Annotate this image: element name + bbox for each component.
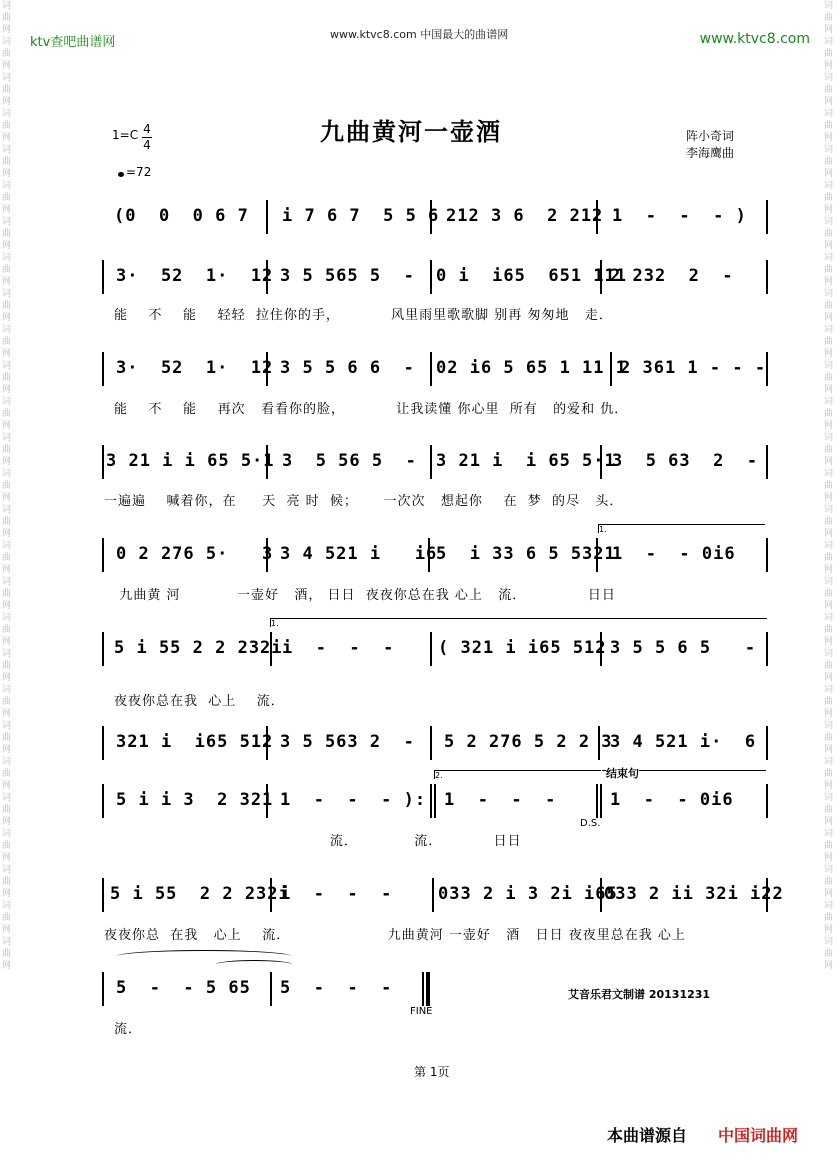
bar-line	[600, 632, 602, 666]
bar-line	[102, 538, 104, 572]
slur	[216, 960, 292, 969]
measure: 5 i 55 2 2 232i	[110, 884, 290, 904]
measure: 033 2 i 3 2i i65	[438, 884, 618, 904]
measure: 321 i i65 512	[116, 732, 274, 752]
measure: 2 361 1 - - -	[620, 358, 767, 378]
measure: 3 5 63 2 -	[612, 451, 759, 471]
lyric-line: 一遍遍 喊着你，在 天 亮 时 候； 一次次 想起你 在 梦 的尽 头．	[104, 494, 624, 509]
bar-line	[766, 200, 768, 234]
ds-mark: D.S.	[580, 818, 601, 829]
measure: (0 0 0 6 7	[114, 206, 249, 226]
bar-line	[600, 784, 602, 818]
measure: 02 i6 5 65 1 11 1	[436, 358, 627, 378]
bar-line	[430, 784, 432, 818]
lyric-line: 流． 流． 日日	[104, 834, 522, 849]
bar-line	[600, 445, 602, 479]
bar-line	[596, 200, 598, 234]
bar-line	[766, 538, 768, 572]
bar-line	[430, 260, 432, 294]
time-top: 4	[143, 122, 151, 136]
ending-volta	[602, 767, 766, 780]
bar-line	[102, 352, 104, 386]
measure: 3 4 521 i i6	[280, 544, 438, 564]
measure: i - - -	[282, 638, 395, 658]
lyric-line: 能 不 能 轻轻 拉住你的手， 风里雨里歌歌脚 别再 匆匆地 走．	[114, 308, 613, 323]
bar-line	[428, 538, 430, 572]
side-watermark-right: 词曲网词曲网词曲网词曲网词曲网词曲网词曲网词曲网词曲网词曲网词曲网词曲网词曲网词曲网词曲网词曲网词曲网词曲网词曲网词曲网词曲网词曲网词曲网词曲网词曲网词曲网词曲网	[824, 1, 834, 971]
measure: 212 3 6 2 212	[446, 206, 604, 226]
composer: 李海鹰曲	[686, 146, 735, 160]
site-url-right[interactable]: www.ktvc8.com	[699, 31, 810, 47]
measure: 3 5 5 6 6 -	[280, 358, 415, 378]
lyric-line: 能 不 能 再次 看看你的脸， 让我读懂 你心里 所有 的爱和 仇．	[114, 402, 629, 417]
measure: 1 - - 0i6	[610, 790, 734, 810]
bar-line	[766, 260, 768, 294]
bar-line	[102, 445, 104, 479]
measure: 5 2 276 5 2 2 3	[444, 732, 613, 752]
key-signature: 1=C	[112, 128, 139, 142]
transcriber-credit: 艾音乐君文制谱 20131231	[568, 988, 711, 1001]
bar-line	[766, 784, 768, 818]
bar-line	[596, 538, 598, 572]
ending-label: 结束句	[606, 767, 639, 780]
bar-line	[610, 352, 612, 386]
score-row	[100, 538, 770, 572]
measure: 3· 52 1· 12	[116, 358, 274, 378]
bar-line	[270, 878, 272, 912]
bar-line	[102, 878, 104, 912]
measure: 3 5 56 5 -	[282, 451, 417, 471]
bar-line	[766, 726, 768, 760]
bar-line	[430, 352, 432, 386]
score-row	[100, 878, 784, 912]
bar-line	[270, 632, 272, 666]
measure: 1 - - -	[444, 790, 557, 810]
bar-line	[430, 445, 432, 479]
source-label: 本曲谱源自	[607, 1126, 688, 1145]
bar-line	[430, 726, 432, 760]
score-row	[100, 632, 770, 666]
measure: 5 - - 5 65	[116, 978, 251, 998]
bar-line	[598, 726, 600, 760]
bar-line	[600, 260, 602, 294]
lyric-line: 夜夜你总在我 心上 流．	[114, 694, 285, 709]
score-row	[100, 726, 770, 760]
lyricist: 阵小奇词	[686, 129, 735, 143]
bar-line	[266, 538, 268, 572]
measure: 3 21 i i 65 5·1	[106, 451, 275, 471]
time-bottom: 4	[143, 138, 151, 152]
fine-mark: FINE	[410, 1006, 433, 1017]
bar-line	[102, 260, 104, 294]
bar-line	[432, 878, 434, 912]
bar-line	[766, 632, 768, 666]
side-watermark-left: 词曲网词曲网词曲网词曲网词曲网词曲网词曲网词曲网词曲网词曲网词曲网词曲网词曲网词曲网词曲网词曲网词曲网词曲网词曲网词曲网词曲网词曲网词曲网词曲网词曲网词曲网词曲网	[2, 1, 12, 971]
bar-line	[270, 972, 272, 1006]
bar-line	[766, 878, 768, 912]
measure: 3 21 i i 65 5·1	[436, 451, 616, 471]
measure: 0 i i65 651 111	[436, 266, 627, 286]
tempo-value: =72	[126, 165, 152, 179]
bar-line	[266, 445, 268, 479]
song-title: 九曲黄河一壶酒	[320, 117, 502, 146]
final-bar-line	[426, 972, 430, 1006]
time-signature	[142, 122, 152, 153]
measure: 3· 52 1· 12	[116, 266, 274, 286]
measure: 5 - - -	[280, 978, 393, 998]
measure: 3 5 565 5 -	[280, 266, 415, 286]
measure: 2 232 2 -	[610, 266, 734, 286]
bar-line	[422, 972, 424, 1006]
measure: 1 - - - )	[612, 206, 747, 226]
measure: 3 5 563 2 -	[280, 732, 415, 752]
bar-line	[266, 784, 268, 818]
bar-line	[600, 878, 602, 912]
bar-line	[266, 260, 268, 294]
volta-1-second: 1.	[270, 618, 767, 627]
measure: ( 321 i i65 512	[438, 638, 607, 658]
site-banner-center[interactable]: www.ktvc8.com 中国最大的曲谱网	[330, 28, 509, 41]
lyric-line: 九曲黄 河 一壶好 酒， 日日 夜夜你总在我 心上 流． 日日	[104, 588, 616, 603]
source-site-link[interactable]: 中国词曲网	[718, 1126, 799, 1145]
measure: 3 4 521 i· 6	[610, 732, 757, 752]
score-row	[100, 352, 770, 386]
bar-line	[430, 632, 432, 666]
measure: 1 - - 0i6	[612, 544, 736, 564]
measure: 5 i i 3 2 321	[116, 790, 274, 810]
score-row	[100, 445, 770, 479]
bar-line	[266, 352, 268, 386]
quarter-note-icon	[118, 172, 124, 177]
volta-1: 1.	[598, 524, 765, 533]
bar-line	[102, 784, 104, 818]
measure: 3 5 5 6 5 -	[610, 638, 757, 658]
bar-line	[266, 726, 268, 760]
bar-line	[596, 784, 598, 818]
site-name-left[interactable]: ktv查吧曲谱网	[30, 35, 116, 50]
credits	[686, 128, 734, 162]
measure: 1 - - - ):	[280, 790, 427, 810]
measure: 0 2 276 5· 3	[116, 544, 274, 564]
measure: 5 i 33 6 5 5321	[436, 544, 616, 564]
measure: 5 i 55 2 2 232i	[114, 638, 283, 658]
measure: 033 2 ii 32i i22	[604, 884, 784, 904]
lyric-line: 夜夜你总 在我 心上 流． 九曲黄河 一壶好 酒 日日 夜夜里总在我 心上	[104, 928, 686, 943]
bar-line	[766, 352, 768, 386]
score-row	[100, 260, 770, 294]
page-number: 第 1页	[414, 1065, 450, 1079]
measure: i - - -	[280, 884, 393, 904]
tempo-mark	[118, 165, 151, 179]
volta-2: 2.	[434, 770, 601, 779]
score-row	[100, 200, 770, 234]
bar-line	[102, 972, 104, 1006]
score-row	[100, 784, 770, 818]
lyric-line: 流．	[114, 1022, 143, 1037]
bar-line	[102, 726, 104, 760]
bar-line	[434, 784, 436, 818]
bar-line	[102, 632, 104, 666]
bar-line	[766, 445, 768, 479]
bar-line	[430, 200, 432, 234]
bar-line	[266, 200, 268, 234]
measure: i 7 6 7 5 5 6	[282, 206, 440, 226]
